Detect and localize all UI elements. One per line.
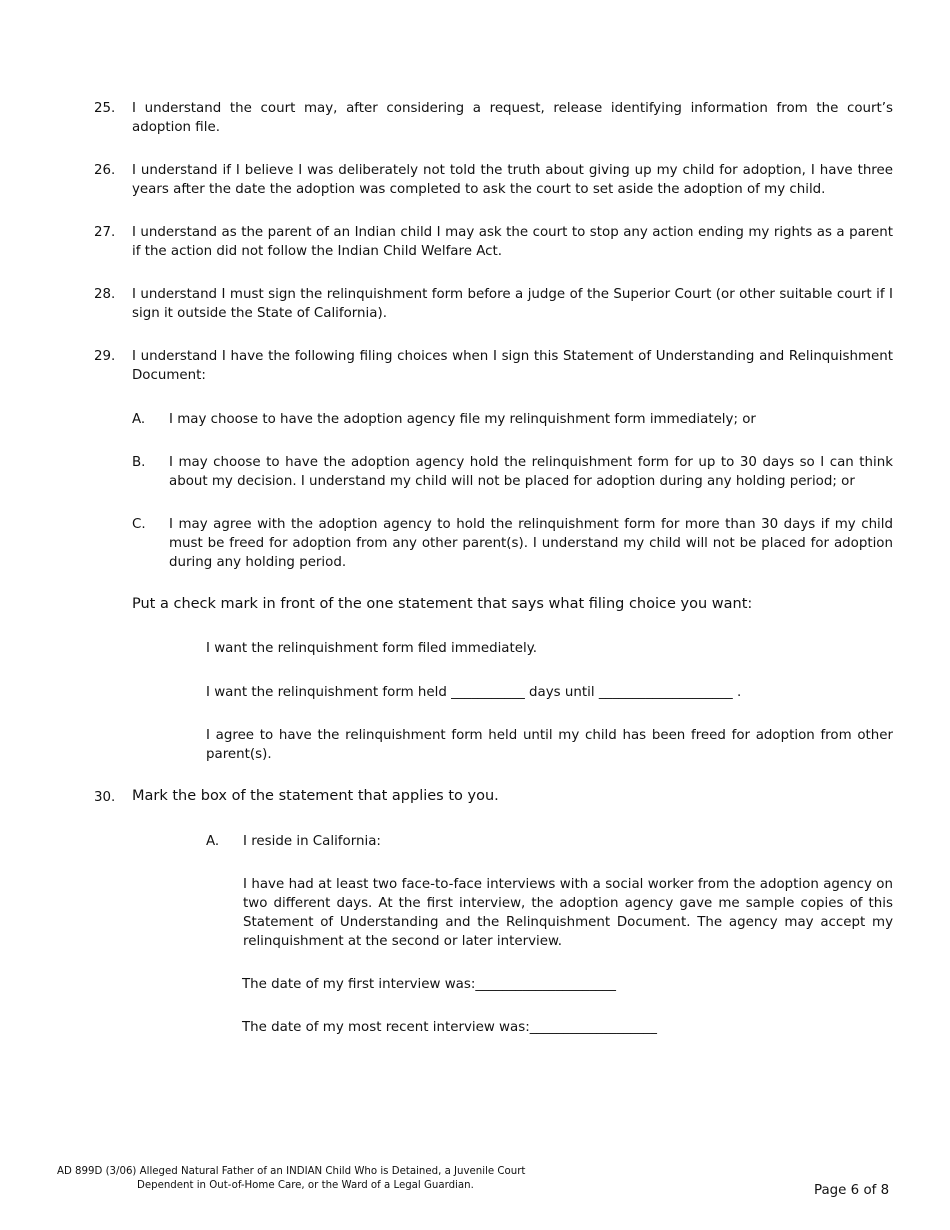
filing-choice-immediately[interactable]: I want the relinquishment form filed immediately. (206, 641, 537, 656)
item-25-text: I understand the court may, after considering a request, release identifying information from the court’s adoption file. (132, 101, 893, 135)
days-blank[interactable]: ___________ (451, 685, 525, 700)
item-30-a-letter: A. (206, 834, 220, 849)
item-29-a-text: I may choose to have the adoption agency file my relinquishment form immediately; or (169, 412, 756, 427)
item-29-b-text: I may choose to have the adoption agency hold the relinquishment form for up to 30 days so I can think about my decision. I understand my child will not be placed for adoption during any holding period; or (169, 455, 893, 489)
form-footer-line2: Dependent in Out-of-Home Care, or the Ward of a Legal Guardian. (137, 1180, 474, 1191)
item-25-number: 25. (94, 101, 116, 116)
recent-interview-date-blank[interactable]: ___________________ (529, 1020, 657, 1035)
item-30-text: Mark the box of the statement that applies to you. (132, 788, 499, 804)
page-number: Page 6 of 8 (814, 1183, 890, 1198)
item-28-number: 28. (94, 287, 116, 302)
item-29-number: 29. (94, 349, 116, 364)
choice2-mid: days until (529, 685, 595, 700)
interview-paragraph: I have had at least two face-to-face interviews with a social worker from the adoption agency on two different days. At the first interview, the adoption agency gave me sample copies of this Statement of Understanding and the Relinquishment Document. The agency may accept my relinquishment at the second or later interview. (243, 877, 893, 949)
item-27-number: 27. (94, 225, 116, 240)
item-29-c-text: I may agree with the adoption agency to hold the relinquishment form for more than 30 days if my child must be freed for adoption from any other parent(s). I understand my child will not be placed for adoption during any holding period. (169, 517, 893, 570)
filing-choice-instruction: Put a check mark in front of the one statement that says what filing choice you want: (132, 596, 753, 612)
item-29-c-letter: C. (132, 517, 146, 532)
choice2-prefix: I want the relinquishment form held (206, 685, 447, 700)
item-28-text: I understand I must sign the relinquishment form before a judge of the Superior Court (or other suitable court if I sign it outside the State of California). (132, 287, 893, 321)
item-27-text: I understand as the parent of an Indian child I may ask the court to stop any action ending my rights as a parent if the action did not follow the Indian Child Welfare Act. (132, 225, 893, 259)
recent-interview-label: The date of my most recent interview was: (242, 1020, 530, 1035)
item-26-text: I understand if I believe I was deliberately not told the truth about giving up my child for adoption, I have three years after the date the adoption was completed to ask the court to set aside the adoption of my child. (132, 163, 893, 197)
item-29-b-letter: B. (132, 455, 146, 470)
first-interview-date-blank[interactable]: _____________________ (475, 977, 616, 992)
first-interview-line (242, 975, 616, 994)
item-30-number: 30. (94, 790, 116, 805)
item-29-a-letter: A. (132, 412, 146, 427)
until-date-blank[interactable]: ____________________ (598, 685, 733, 700)
form-footer (57, 1165, 525, 1193)
filing-choice-held-days[interactable] (206, 683, 893, 702)
recent-interview-line (242, 1018, 657, 1037)
item-26-number: 26. (94, 163, 116, 178)
first-interview-label: The date of my first interview was: (242, 977, 476, 992)
item-29-text: I understand I have the following filing choices when I sign this Statement of Understanding and Relinquishment Document: (132, 349, 893, 383)
filing-choice-held-until-freed[interactable]: I agree to have the relinquishment form held until my child has been freed for adoption from other parent(s). (206, 728, 893, 762)
form-footer-line1: AD 899D (3/06) Alleged Natural Father of an INDIAN Child Who is Detained, a Juvenile Court (57, 1166, 526, 1177)
reside-california-option[interactable]: I reside in California: (243, 834, 381, 849)
choice2-end: . (737, 685, 742, 700)
